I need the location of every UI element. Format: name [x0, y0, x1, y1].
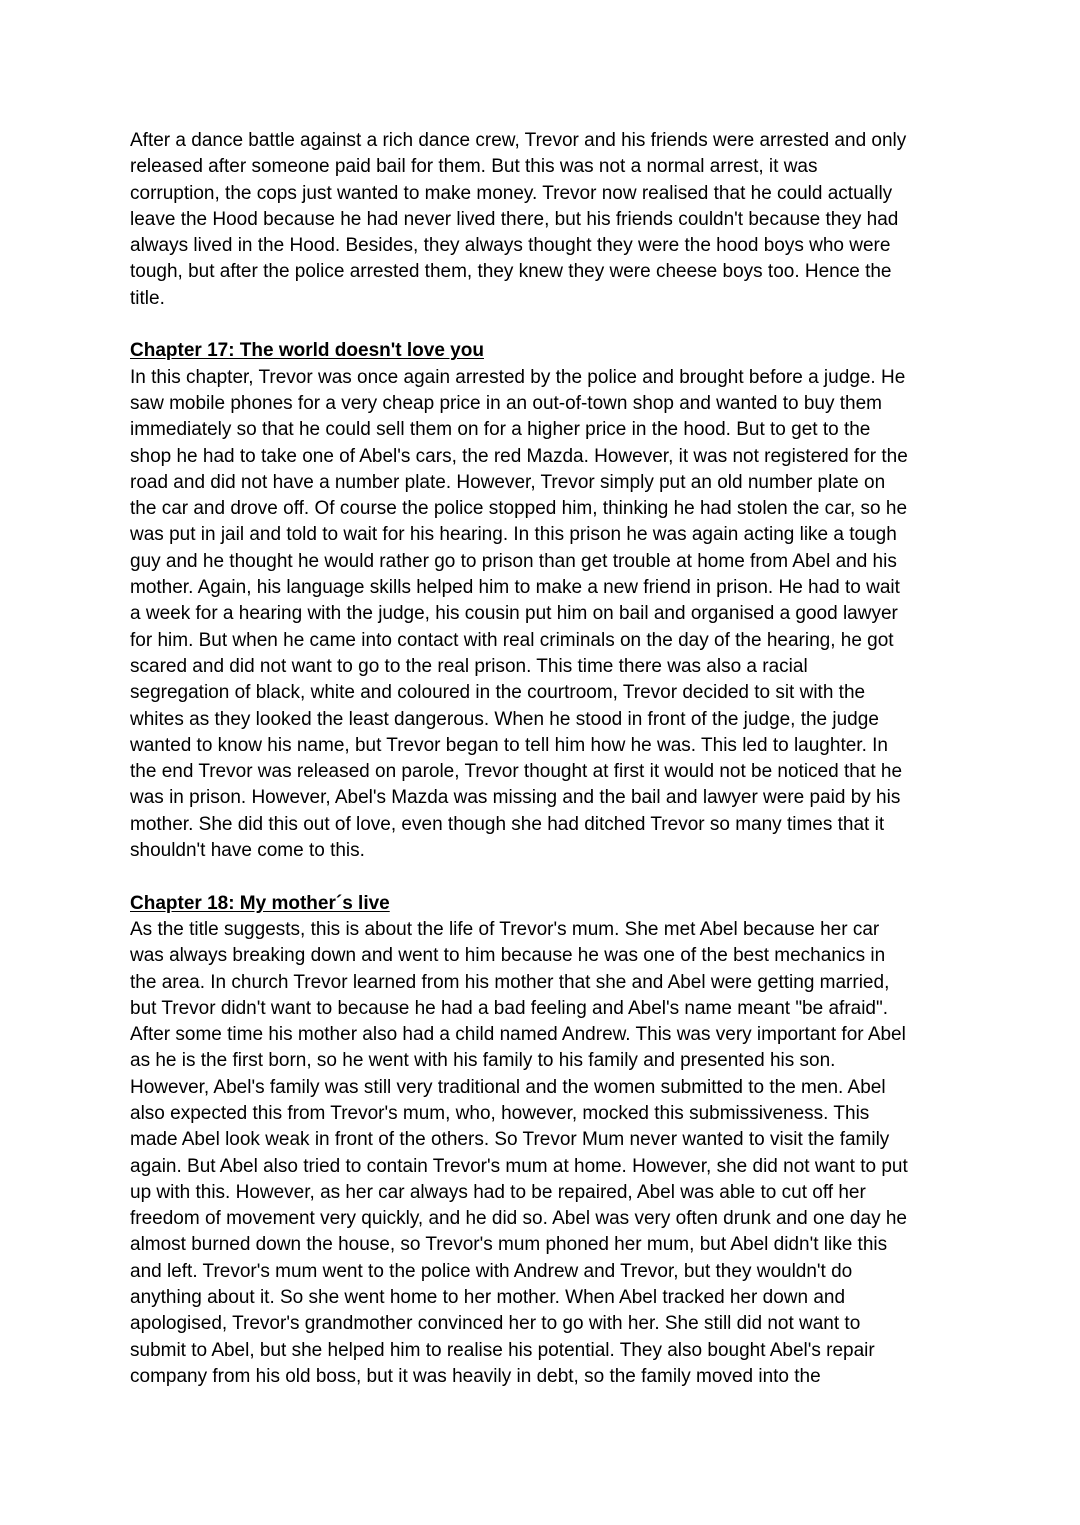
chapter-17-body: In this chapter, Trevor was once again arrested by the police and brought before a judge. He saw mobile phones for a very cheap price in an out-of-town shop and wanted to buy them immediately so that he could sell them on for a higher price in the hood. But to get to the shop he had to take one of Abel's cars, the red Mazda. However, it was not registered for the road and did not have a number plate. However, Trevor simply put an old number plate on the car and drove off. Of course the police stopped him, thinking he had stolen the car, so he was put in jail and told to wait for his hearing. In this prison he was again acting like a tough guy and he thought he would rather go to prison than get trouble at home from Abel and his mother. Again, his language skills helped him to make a new friend in prison. He had to wait a week for a hearing with the judge, his cousin put him on bail and organised a good lawyer for him. But when he came into contact with real criminals on the day of the hearing, he got scared and did not want to go to the real prison. This time there was also a racial segregation of black, white and coloured in the courtroom, Trevor decided to sit with the whites as they looked the least dangerous. When he stood in front of the judge, the judge wanted to know his name, but Trevor began to tell him how he was. This led to laughter. In the end Trevor was released on parole, Trevor thought at first it would not be noticed that he was in prison. However, Abel's Mazda was missing and the bail and lawyer were paid by his mother. She did this out of love, even though she had ditched Trevor so many times that it shouldn't have come to this. — [130, 366, 908, 862]
paragraph-spacer — [130, 312, 950, 338]
document-page — [130, 128, 950, 1390]
chapter-18-heading: Chapter 18: My mother´s live — [130, 892, 390, 914]
chapter-17-section — [130, 338, 950, 864]
intro-paragraph: After a dance battle against a rich dance crew, Trevor and his friends were arrested and only released after someone paid bail for them. But this was not a normal arrest, it was corruption, the cops just wanted to make money. Trevor now realised that he could actually leave the Hood because he had never lived there, but his friends couldn't because they had always lived in the Hood. Besides, they always thought they were the hood boys who were tough, but after the police arrested them, they knew they were cheese boys too. Hence the title. — [130, 130, 907, 309]
chapter-17-heading: Chapter 17: The world doesn't love you — [130, 340, 484, 362]
chapter-18-body: As the title suggests, this is about the life of Trevor's mum. She met Abel because her car was always breaking down and went to him because he was one of the best mechanics in the area. In church Trevor learned from his mother that she and Abel were getting married, but Trevor didn't want to because he had a bad feeling and Abel's name meant "be afraid". After some time his mother also had a child named Andrew. This was very important for Abel as he is the first born, so he went with his family to his family and presented his son. However, Abel's family was still very traditional and the women submitted to the men. Abel also expected this from Trevor's mum, who, however, mocked this submissiveness. This made Abel look weak in front of the others. So Trevor Mum never wanted to visit the family again. But Abel also tried to contain Trevor's mum at home. However, she did not want to put up with this. However, as her car always had to be repaired, Abel was able to cut off her freedom of movement very quickly, and he did so. Abel was very often drunk and one day he almost burned down the house, so Trevor's mum phoned her mum, but Abel didn't like this and left. Trevor's mum went to the police with Andrew and Trevor, but they wouldn't do anything about it. So she went home to her mother. When Abel tracked her down and apologised, Trevor's grandmother convinced her to go with her. She still did not want to submit to Abel, but she helped him to realise his potential. They also bought Abel's repair company from his old boss, but it was heavily in debt, so the family moved into the — [130, 918, 908, 1387]
paragraph-spacer — [130, 864, 950, 890]
chapter-18-section — [130, 891, 950, 1391]
